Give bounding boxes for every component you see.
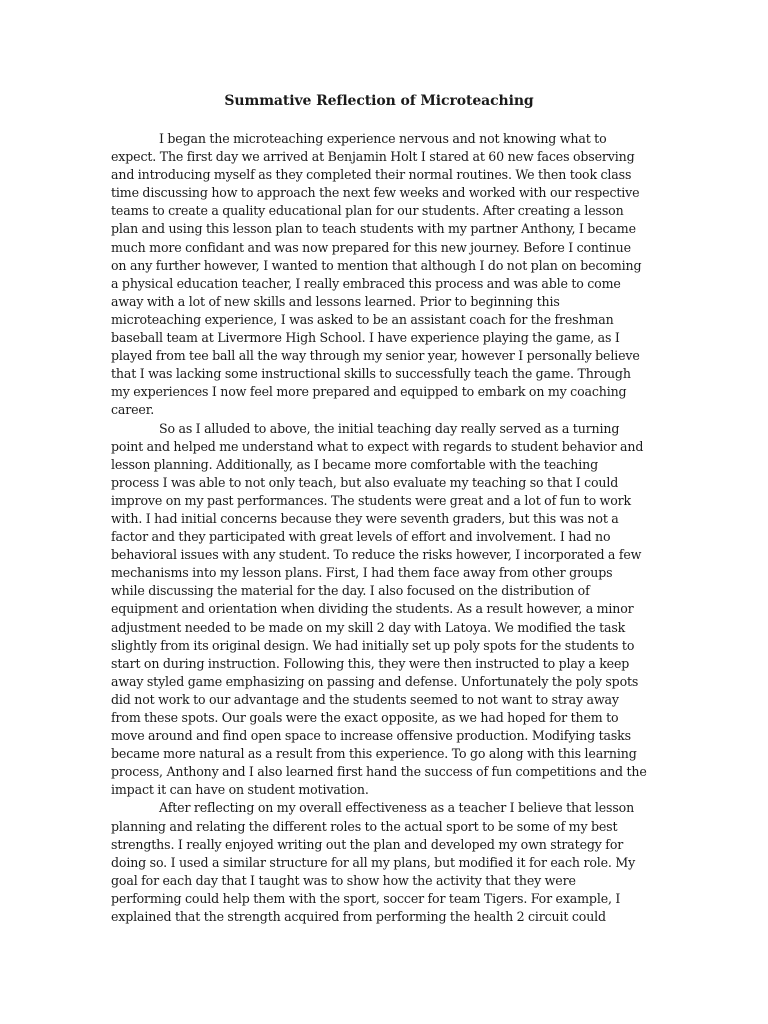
paragraph-1: I began the microteaching experience nervous and not knowing what to expect. The first day we arrived at Benjamin Holt I stared at 60 new faces observing and introducing myself as they completed their normal routines. We then took class time discussing how to approach the next few weeks and worked with our respective teams to create a quality educational plan for our students. After creating a lesson plan and using this lesson plan to teach students with my partner Anthony, I became much more confidant and was now prepared for this new journey. Before I continue on any further however, I wanted to mention that although I do not plan on becoming a physical education teacher, I really embraced this process and was able to come away with a lot of new skills and lessons learned. Prior to beginning this microteaching experience, I was asked to be an assistant coach for the freshman baseball team at Livermore High School. I have experience playing the game, as I played from tee ball all the way through my senior year, however I personally believe that I was lacking some instructional skills to successfully teach the game. Through my experiences I now feel more prepared and equipped to embark on my coaching career. <box>111 131 642 418</box>
paragraph-2: So as I alluded to above, the initial teaching day really served as a turning point and helped me understand what to expect with regards to student behavior and lesson planning. Additionally, as I became more comfortable with the teaching process I was able to not only teach, but also evaluate my teaching so that I could improve on my past performances. The students were great and a lot of fun to work with. I had initial concerns because they were seventh graders, but this was not a factor and they participated with great levels of effort and involvement. I had no behavioral issues with any student. To reduce the risks however, I incorporated a few mechanisms into my lesson plans. First, I had them face away from other groups while discussing the material for the day. I also focused on the distribution of equipment and orientation when dividing the students. As a result however, a minor adjustment needed to be made on my skill 2 day with Latoya. We modified the task slightly from its original design. We had initially set up poly spots for the students to start on during instruction. Following this, they were then instructed to play a keep away styled game emphasizing on passing and defense. Unfortunately the poly spots did not work to our advantage and the students seemed to not want to stray away from these spots. Our goals were the exact opposite, as we had hoped for them to move around and find open space to increase offensive production. Modifying tasks became more natural as a result from this experience. To go along with this learning process, Anthony and I also learned first hand the success of fun competitions and the impact it can have on student motivation. <box>111 420 647 798</box>
document-title: Summative Reflection of Microteaching <box>224 93 534 109</box>
paragraph-3: After reflecting on my overall effectiveness as a teacher I believe that lesson planning and relating the different roles to the actual sport to be some of my best strengths. I really enjoyed writing out the plan and developed my own strategy for doing so. I used a similar structure for all my plans, but modified it for each role. My goal for each day that I taught was to show how the activity that they were performing could help them with the sport, soccer for team Tigers. For example, I explained that the strength acquired from performing the health 2 circuit could <box>111 800 636 925</box>
document-page <box>111 92 647 926</box>
